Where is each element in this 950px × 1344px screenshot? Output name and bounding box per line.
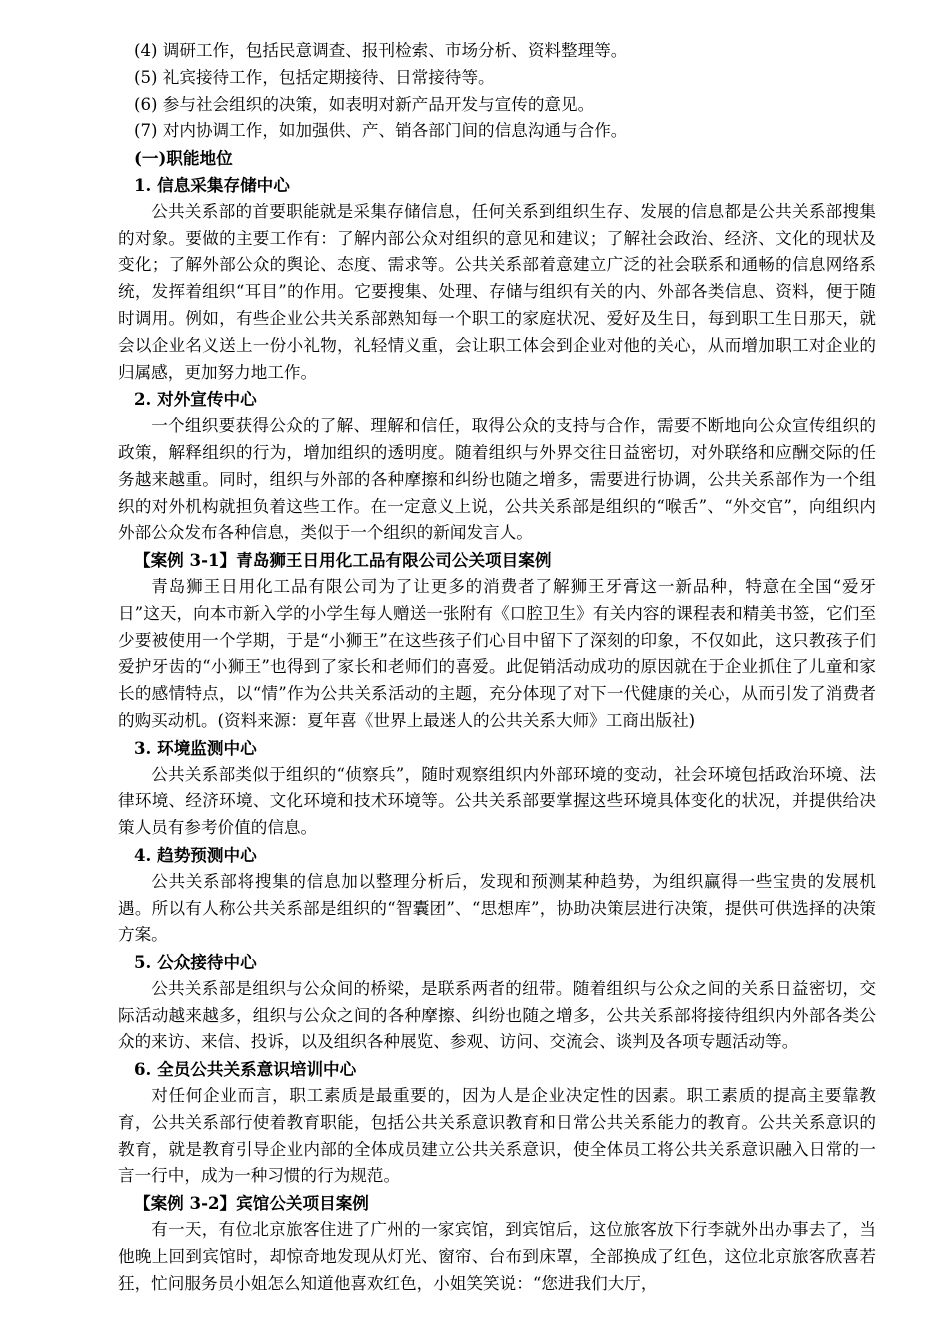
paragraph-environment-center: 公共关系部类似于组织的“侦察兵”，随时观察组织内外部环境的变动，社会环境包括政治环境、法律环境、经济环境、文化环境和技术环境等。公共关系部要掌握这些环境具体变化的状况，并提供给决策人员有参考价值的信息。: [118, 764, 876, 838]
list-item-4: (4) 调研工作，包括民意调查、报刊检索、市场分析、资料整理等。: [134, 41, 628, 60]
paragraph-info-center: 公共关系部的首要职能就是采集存储信息，任何关系到组织生存、发展的信息都是公共关系部搜集的对象。要做的主要工作有：了解内部公众对组织的意见和建议；了解社会政治、经济、文化的现状及变化；了解外部公众的舆论、态度、需求等。公共关系部着意建立广泛的社会联系和通畅的信息网络系统，发挥着组织“耳目”的作用。它要搜集、处理、存储与组织有关的内、外部各类信息、资料，便于随时调用。例如，有些企业公共关系部熟知每一个职工的家庭状况、爱好及生日，每到职工生日那天，就会以企业名义送上一份小礼物，礼轻情义重，会让职工体会到企业对他的关心，从而增加职工对企业的归属感，更加努力地工作。: [118, 201, 876, 382]
heading-trend-center: 4. 趋势预测中心: [134, 844, 257, 865]
list-item-5: (5) 礼宾接待工作，包括定期接待、日常接待等。: [134, 67, 495, 87]
heading-reception-center: 5. 公众接待中心: [134, 952, 257, 973]
list-item-6: (6) 参与社会组织的决策，如表明对新产品开发与宣传的意见。: [134, 94, 595, 114]
section-title: (一)职能地位: [134, 148, 233, 169]
case-title-3-2: 【案例 3-2】宾馆公关项目案例: [134, 1193, 369, 1214]
list-item-7: (7) 对内协调工作，如加强供、产、销各部门间的信息沟通与合作。: [134, 121, 628, 141]
paragraph-training-center: 对任何企业而言，职工素质是最重要的，因为人是企业决定性的因素。职工素质的提高主要靠教育，公共关系部行使着教育职能，包括公共关系意识教育和日常公共关系能力的教育。公共关系意识的教育，就是教育引导企业内部的全体成员建立公共关系意识，使全体员工将公共关系意识融入日常的一言一行中，成为一种习惯的行为规范。: [118, 1086, 876, 1186]
case-title-3-1: 【案例 3-1】青岛狮王日用化工品有限公司公关项目案例: [134, 550, 552, 571]
paragraph-publicity-center: 一个组织要获得公众的了解、理解和信任，取得公众的支持与合作，需要不断地向公众宣传组织的政策，解释组织的行为，增加组织的透明度。随着组织与外界交往日益密切，对外联络和应酬交际的任务越来越重。同时，组织与外部的各种摩擦和纠纷也随之增多，需要进行协调，公共关系部作为一个组织的对外机构就担负着这些工作。在一定意义上说，公共关系部是组织的“喉舌”、“外交官”，向组织内外部公众发布各种信息，类似于一个组织的新闻发言人。: [118, 416, 876, 543]
paragraph-case-3-2: 有一天，有位北京旅客住进了广州的一家宾馆，到宾馆后，这位旅客放下行李就外出办事去了，当他晚上回到宾馆时，却惊奇地发现从灯光、窗帘、台布到床罩，全部换成了红色，这位北京旅客欣喜若狂，忙问服务员小姐怎么知道他喜欢红色，小姐笑笑说：“您进我们大厅，: [118, 1220, 876, 1293]
heading-environment-center: 3. 环境监测中心: [134, 737, 257, 758]
paragraph-reception-center: 公共关系部是组织与公众间的桥梁，是联系两者的纽带。随着组织与公众之间的关系日益密切，交际活动越来越多，组织与公众之间的各种摩擦、纠纷也随之增多，公共关系部将接待组织内外部各类公众的来访、来信、投诉，以及组织各种展览、参观、访问、交流会、谈判及各项专题活动等。: [118, 978, 876, 1052]
paragraph-case-3-1: 青岛狮王日用化工品有限公司为了让更多的消费者了解狮王牙膏这一新品种，特意在全国“爱牙日”这天，向本市新入学的小学生每人赠送一张附有《口腔卫生》有关内容的课程表和精美书签，它们至少要被使用一个学期，于是“小狮王”在这些孩子们心目中留下了深刻的印象，不仅如此，这只教孩子们爱护牙齿的“小狮王”也得到了家长和老师们的喜爱。此促销活动成功的原因就在于企业抓住了儿童和家长的感情特点，以“情”作为公共关系活动的主题，充分体现了对下一代健康的关心，从而引发了消费者的购买动机。(资料来源：夏年喜《世界上最迷人的公共关系大师》工商出版社): [118, 576, 876, 730]
heading-info-center: 1. 信息采集存储中心: [134, 174, 290, 195]
heading-publicity-center: 2. 对外宣传中心: [134, 389, 257, 410]
paragraph-trend-center: 公共关系部将搜集的信息加以整理分析后，发现和预测某种趋势，为组织赢得一些宝贵的发展机遇。所以有人称公共关系部是组织的“智囊团”、“思想库”，协助决策层进行决策，提供可供选择的决策方案。: [118, 871, 876, 945]
heading-training-center: 6. 全员公共关系意识培训中心: [134, 1059, 357, 1080]
